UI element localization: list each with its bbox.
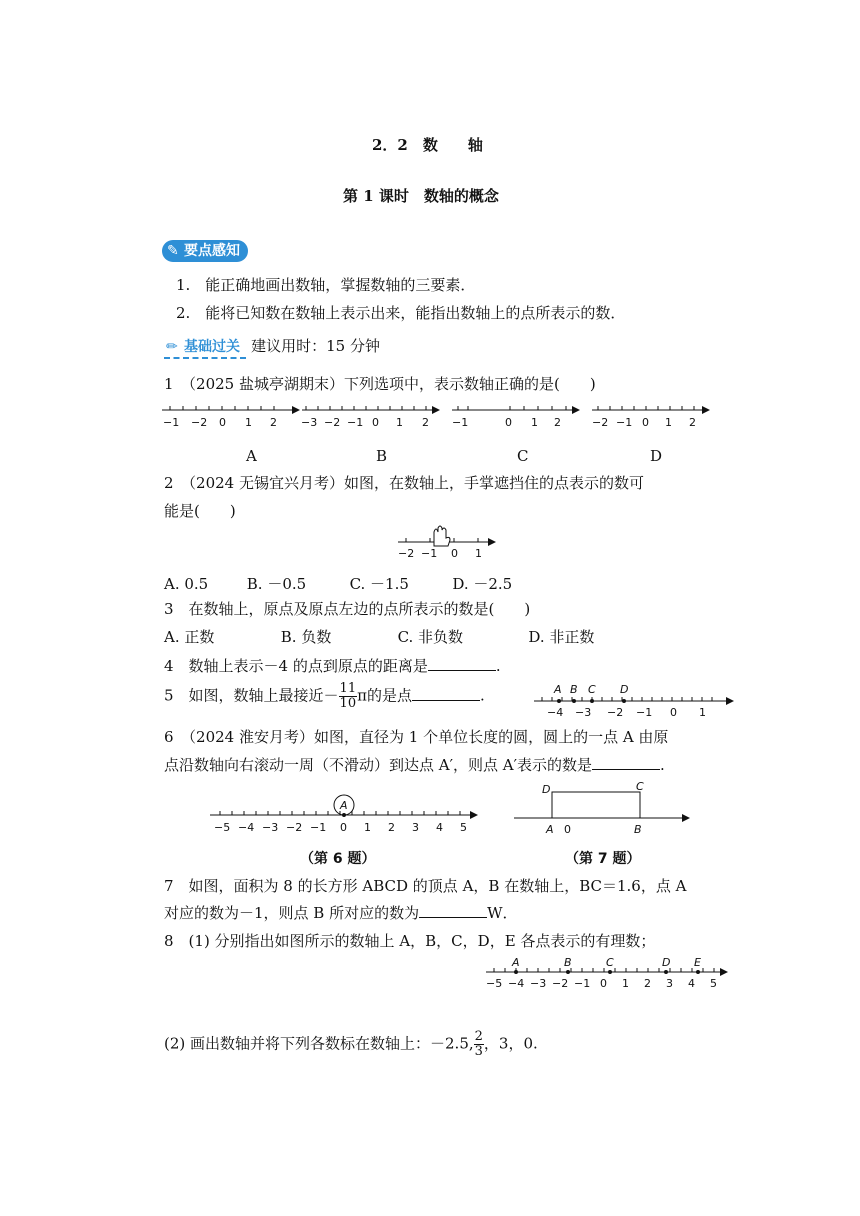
- q6-answer-blank[interactable]: [592, 755, 660, 770]
- q6-tick-9: 3: [412, 821, 419, 834]
- q8-tick-7: 1: [622, 977, 629, 990]
- q1-b-tick-1: −3: [301, 416, 318, 429]
- time-hint: 建议用时：15 分钟: [251, 337, 380, 355]
- q3-option-a: A. 正数: [164, 628, 215, 646]
- q1-label-a: A: [246, 447, 257, 465]
- q6-tick-5: −1: [310, 821, 327, 834]
- q5-tick-6: 1: [699, 706, 706, 719]
- q5-tick-1: −4: [547, 706, 564, 719]
- q7-line1: 7 如图，面积为 8 的长方形 ABCD 的顶点 A，B 在数轴上，BC＝1.6，点 A: [164, 877, 687, 895]
- q2-option-c: C. －1.5: [349, 575, 409, 593]
- q7-label-d: D: [542, 783, 551, 796]
- key-point-2: 2. 能将已知数在数轴上表示出来，能指出数轴上的点所表示的数．: [176, 304, 626, 322]
- q5-tick-4: −1: [636, 706, 653, 719]
- q1-label-d: D: [650, 447, 663, 465]
- q8-part2-post: ，3，0.: [483, 1034, 538, 1053]
- q5-number-line: [532, 682, 738, 720]
- q1-axis-b: [301, 406, 440, 429]
- q6-tick-7: 1: [364, 821, 371, 834]
- q8-tick-5: −1: [574, 977, 591, 990]
- q1-c-tick-2: 0: [505, 416, 512, 429]
- q5-tick-2: −3: [575, 706, 592, 719]
- q6-tick-11: 5: [460, 821, 467, 834]
- q7-answer-blank[interactable]: [419, 903, 487, 918]
- q2-tick-1: −2: [398, 547, 415, 560]
- q8-part2-pre: (2) 画出数轴并将下列各数标在数轴上：－2.5,: [164, 1034, 474, 1053]
- q2-option-a: A. 0.5: [164, 575, 209, 593]
- q8-denominator: 3: [474, 1044, 483, 1059]
- q5-numerator: 11: [339, 681, 357, 696]
- q8-number-line: [484, 956, 732, 992]
- q1-a-tick-2: −2: [191, 416, 208, 429]
- q4-tail: .: [495, 657, 501, 675]
- q5-point-a: A: [554, 683, 562, 696]
- q1-d-tick-5: 2: [689, 416, 696, 429]
- q6-tick-2: −4: [238, 821, 255, 834]
- q5-tick-5: 0: [670, 706, 677, 719]
- q8-point-c: C: [606, 956, 614, 969]
- q8-point-d: D: [662, 956, 671, 969]
- q5-text: [164, 682, 485, 711]
- q6-line2: 点沿数轴向右滚动一周（不滑动）到达点 A′，则点 A′表示的数是: [164, 756, 593, 774]
- q1-d-tick-1: −2: [592, 416, 609, 429]
- q1-b-tick-2: −2: [324, 416, 341, 429]
- q1-d-tick-3: 0: [642, 416, 649, 429]
- q6-tick-6: 0: [340, 821, 347, 834]
- q1-a-tick-3: 0: [219, 416, 226, 429]
- q4-stem: 4 数轴上表示－4 的点到原点的距离是: [164, 657, 428, 675]
- q1-d-tick-4: 1: [665, 416, 672, 429]
- q1-a-tick-1: −1: [163, 416, 180, 429]
- q2-options: [164, 573, 512, 594]
- q2-tick-2: −1: [421, 547, 438, 560]
- q7-figure: [512, 780, 694, 836]
- q6-tick-3: −3: [262, 821, 279, 834]
- q6-tick-1: −5: [214, 821, 231, 834]
- q8-tick-11: 5: [710, 977, 717, 990]
- pin-icon: ✎: [167, 243, 179, 259]
- q1-text: 1 （2025 盐城亭湖期末）下列选项中，表示数轴正确的是( ): [164, 375, 596, 393]
- q5-point-b: B: [570, 683, 578, 696]
- q1-axis-a: [162, 406, 300, 429]
- q7-caption: （第 7 题）: [565, 851, 641, 867]
- q8-part1: 8 (1) 分别指出如图所示的数轴上 A，B，C，D，E 各点表示的有理数；: [164, 932, 656, 950]
- key-points-badge-label: 要点感知: [184, 243, 240, 259]
- q5-denominator: 10: [339, 696, 357, 711]
- q8-fraction: [474, 1030, 484, 1059]
- q8-tick-9: 3: [666, 977, 673, 990]
- q7-label-c: C: [636, 780, 644, 793]
- q2-line1: 2 （2024 无锡宜兴月考）如图，在数轴上，手掌遮挡住的点表示的数可: [164, 474, 644, 492]
- q1-c-tick-4: 2: [554, 416, 561, 429]
- hand-icon: [434, 526, 450, 546]
- q2-tick-3: 0: [451, 547, 458, 560]
- q8-tick-8: 2: [644, 977, 651, 990]
- q6-tick-4: −2: [286, 821, 303, 834]
- q6-tick-10: 4: [436, 821, 443, 834]
- q5-stem-post: π的是点: [357, 686, 412, 705]
- q8-tick-2: −4: [508, 977, 525, 990]
- q6-line2-wrap: [164, 754, 665, 775]
- q6-circle-label: A: [340, 799, 348, 812]
- q5-fraction: [339, 682, 358, 711]
- basic-badge: [164, 337, 246, 359]
- q1-b-tick-6: 2: [422, 416, 429, 429]
- q5-point-d: D: [620, 683, 629, 696]
- q7-line2: 对应的数为－1，则点 B 所对应的数为: [164, 904, 420, 922]
- q3-text: 3 在数轴上，原点及原点左边的点所表示的数是( ): [164, 600, 531, 618]
- q7-label-a: A: [546, 823, 554, 836]
- section-title: 2．2 数 轴: [372, 136, 483, 154]
- q2-option-d: D. －2.5: [452, 575, 513, 593]
- q6-tail: .: [660, 756, 665, 774]
- key-points-badge: [162, 240, 248, 262]
- q7-label-0: 0: [564, 823, 571, 836]
- q6-number-line: [208, 790, 482, 836]
- q2-line2: 能是( ): [164, 502, 236, 520]
- pencil-icon: ✏: [166, 339, 178, 355]
- q4-answer-blank[interactable]: [428, 656, 496, 671]
- q3-option-b: B. 负数: [280, 628, 332, 646]
- q6-caption: （第 6 题）: [300, 851, 376, 867]
- q1-a-tick-5: 2: [270, 416, 277, 429]
- q1-b-tick-5: 1: [396, 416, 403, 429]
- q1-b-tick-4: 0: [372, 416, 379, 429]
- q2-number-line: [396, 524, 500, 560]
- q1-label-c: C: [517, 447, 529, 465]
- q8-point-b: B: [564, 956, 572, 969]
- q1-axis-c: [452, 406, 580, 429]
- q8-tick-4: −2: [552, 977, 569, 990]
- q3-option-c: C. 非负数: [397, 628, 464, 646]
- lesson-title: 第 1 课时 数轴的概念: [343, 187, 499, 205]
- q1-c-tick-1: −1: [452, 416, 469, 429]
- q7-tail: W．: [487, 904, 518, 922]
- q8-tick-6: 0: [600, 977, 607, 990]
- q1-axis-d: [592, 406, 710, 429]
- q2-tick-4: 1: [475, 547, 482, 560]
- q6-line1: 6 （2024 淮安月考）如图，直径为 1 个单位长度的圆，圆上的一点 A 由原: [164, 728, 669, 746]
- q5-stem-pre: 5 如图，数轴上最接近－: [164, 686, 339, 705]
- q7-line2-wrap: [164, 902, 518, 923]
- q8-numerator: 2: [474, 1029, 483, 1044]
- q5-point-c: C: [588, 683, 596, 696]
- q8-tick-10: 4: [688, 977, 695, 990]
- key-point-1: 1. 能正确地画出数轴，掌握数轴的三要素．: [176, 276, 476, 294]
- q1-c-tick-3: 1: [531, 416, 538, 429]
- q6-tick-8: 2: [388, 821, 395, 834]
- q4-text: [164, 655, 501, 676]
- q1-b-tick-3: −1: [347, 416, 364, 429]
- q7-label-b: B: [634, 823, 642, 836]
- q8-point-e: E: [694, 956, 701, 969]
- basic-header: [164, 335, 380, 359]
- q2-option-b: B. －0.5: [246, 575, 307, 593]
- q1-number-lines: [160, 400, 720, 434]
- q3-options: [164, 626, 594, 647]
- q1-a-tick-4: 1: [245, 416, 252, 429]
- q8-tick-3: −3: [530, 977, 547, 990]
- q3-option-d: D. 非正数: [528, 628, 595, 646]
- q1-d-tick-2: −1: [616, 416, 633, 429]
- q8-tick-1: −5: [486, 977, 503, 990]
- q8-part2: [164, 1030, 538, 1059]
- basic-badge-label: 基础过关: [184, 339, 240, 355]
- q1-label-b: B: [376, 447, 388, 465]
- q8-point-a: A: [512, 956, 520, 969]
- q5-tail: .: [479, 686, 485, 705]
- q5-answer-blank[interactable]: [412, 686, 480, 701]
- q5-tick-3: −2: [607, 706, 624, 719]
